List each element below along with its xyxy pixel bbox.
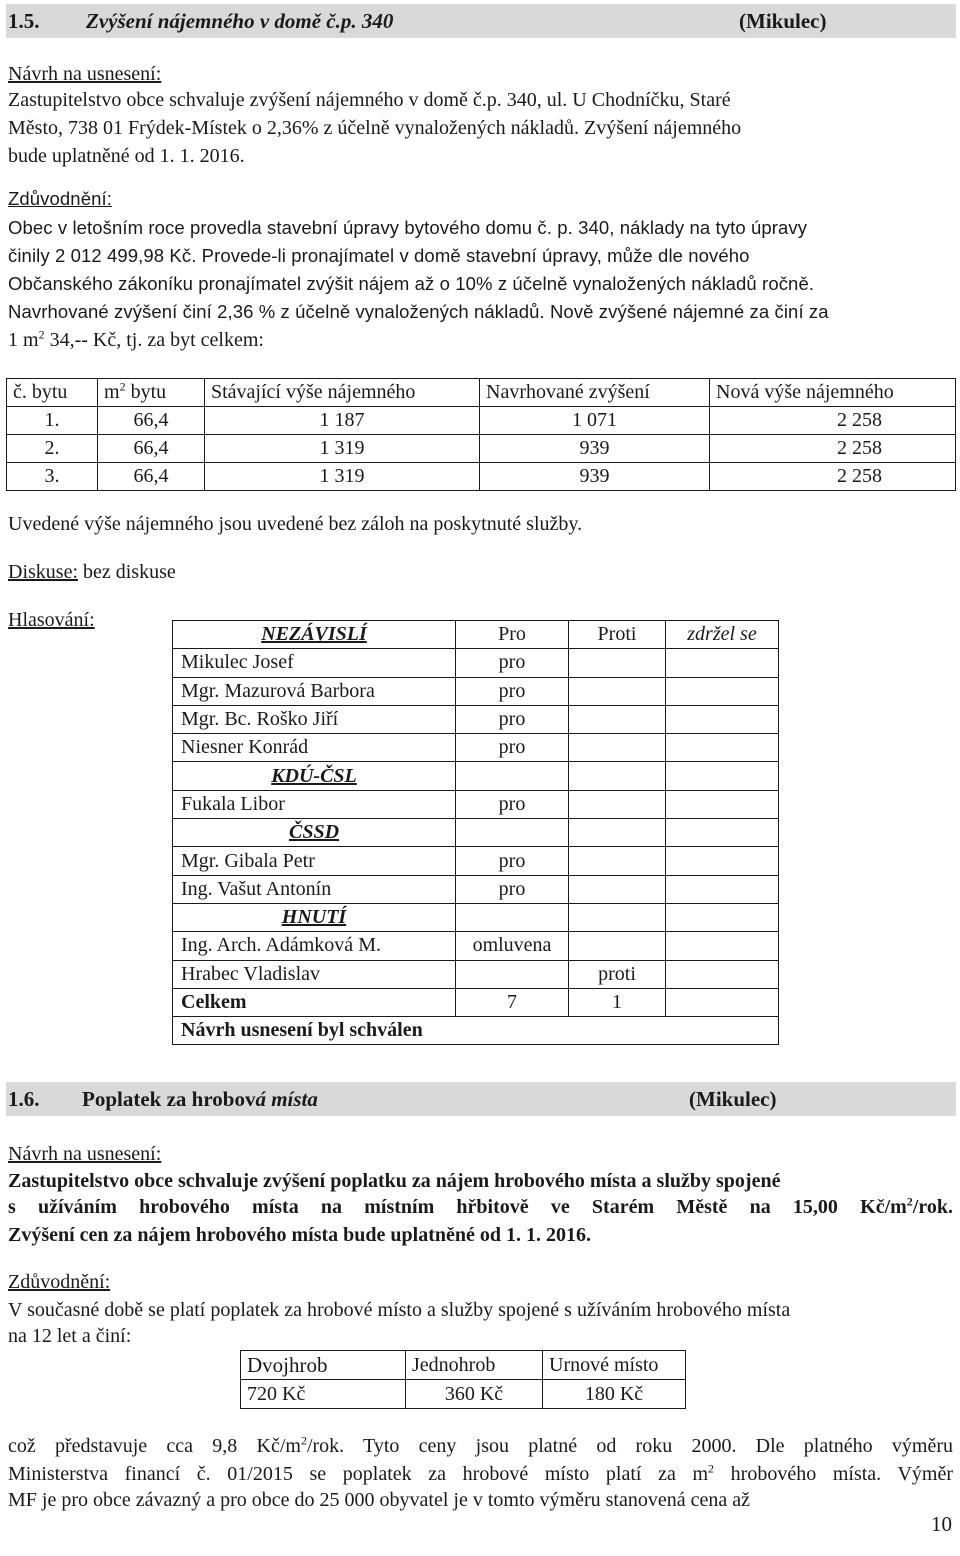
vote-pro — [456, 960, 569, 988]
table-header-cell: Jednohrob — [406, 1351, 543, 1380]
table-header-cell: Stávající výše nájemného — [205, 379, 480, 407]
vote-zdrzel — [666, 932, 779, 960]
vote-pro: pro — [456, 677, 569, 705]
vote-pro: pro — [456, 790, 569, 818]
table-cell: 180 Kč — [543, 1380, 686, 1409]
table-cell: 2 258 — [710, 407, 956, 435]
body-line: Ministerstva financí č. 01/2015 se poplatek za hrobové místo platí za $m^2$ hrobového místa. Výměr — [8, 1461, 953, 1485]
grave-fee-table — [240, 1350, 686, 1409]
vote-table — [172, 620, 779, 1045]
reason-line: Navrhované zvýšení činí 2,36 % z účelně vynaložených nákladů. Nově zvýšené nájemné za činí za — [8, 301, 829, 322]
table-header-cell: č. bytu — [7, 379, 98, 407]
discussion-value: bez diskuse — [78, 561, 176, 583]
section-heading-1-5 — [6, 4, 956, 38]
reason-label: Zdůvodnění: — [8, 188, 112, 209]
vote-group-name: NEZÁVISLÍ — [173, 621, 456, 649]
vote-proti: proti — [569, 960, 666, 988]
vote-pro: pro — [456, 734, 569, 762]
table-header-cell: $m^2$ bytu — [98, 379, 205, 407]
table-cell: 1 071 — [480, 407, 710, 435]
vote-member-name: Hrabec Vladislav — [173, 960, 456, 988]
vote-zdrzel — [666, 677, 779, 705]
vote-proti: 1 — [569, 988, 666, 1016]
vote-row — [173, 734, 779, 762]
section-presenter: (Mikulec) — [689, 1087, 777, 1111]
vote-cell — [666, 819, 779, 847]
table-cell: 2. — [7, 435, 98, 463]
vote-proti — [569, 649, 666, 677]
vote-cell — [666, 1017, 779, 1045]
vote-header-row — [173, 621, 779, 649]
vote-group-row — [173, 762, 779, 790]
vote-proti — [569, 790, 666, 818]
table-cell: 66,4 — [98, 407, 205, 435]
table-cell: 66,4 — [98, 435, 205, 463]
vote-pro: 7 — [456, 988, 569, 1016]
vote-group-name: KDÚ-ČSL — [173, 762, 456, 790]
vote-group-name: ČSSD — [173, 819, 456, 847]
reason-label: Zdůvodnění: — [8, 1271, 111, 1293]
vote-cell — [569, 1017, 666, 1045]
vote-member-name: Ing. Vašut Antonín — [173, 875, 456, 903]
vote-group-row — [173, 903, 779, 931]
reason-line: 1 $m^2$ 34,-- Kč, tj. za byt celkem: — [8, 327, 264, 351]
vote-pro: pro — [456, 847, 569, 875]
table-cell: 2 258 — [710, 435, 956, 463]
table-header-row — [241, 1351, 686, 1380]
body-line: což představuje cca 9,8 $Kč/m^2$/rok. Tyto ceny jsou platné od roku 2000. Dle platného výměru — [8, 1433, 953, 1457]
note-text: Uvedené výše nájemného jsou uvedené bez záloh na poskytnuté služby. — [8, 513, 583, 535]
vote-cell — [569, 819, 666, 847]
vote-member-name: Niesner Konrád — [173, 734, 456, 762]
vote-pro: omluvena — [456, 932, 569, 960]
vote-proti — [569, 705, 666, 733]
proposal-label: Návrh na usnesení: — [8, 63, 162, 85]
table-header-cell: Dvojhrob — [241, 1351, 406, 1380]
section-title: Poplatek za hrobová místa — [82, 1087, 318, 1111]
table-cell: 360 Kč — [406, 1380, 543, 1409]
vote-row — [173, 932, 779, 960]
section-presenter: (Mikulec) — [739, 9, 827, 33]
vote-cell — [666, 762, 779, 790]
proposal-line: Zvýšení cen za nájem hrobového místa bude uplatněné od 1. 1. 2016. — [8, 1224, 592, 1246]
vote-member-name: Celkem — [173, 988, 456, 1016]
table-header-row — [7, 379, 956, 407]
vote-pro: pro — [456, 705, 569, 733]
vote-member-name: Ing. Arch. Adámková M. — [173, 932, 456, 960]
vote-zdrzel — [666, 960, 779, 988]
proposal-line: s užíváním hrobového místa na místním hřbitově ve Starém Městě na 15,00 $Kč/m^2$/rok. — [8, 1194, 953, 1218]
vote-cell — [569, 762, 666, 790]
vote-header-cell: Pro — [456, 621, 569, 649]
table-header-cell: Urnové místo — [543, 1351, 686, 1380]
vote-pro: pro — [456, 875, 569, 903]
vote-proti — [569, 847, 666, 875]
table-cell: 3. — [7, 463, 98, 491]
vote-total-row — [173, 988, 779, 1016]
table-cell: 1. — [7, 407, 98, 435]
vote-zdrzel — [666, 705, 779, 733]
reason-line: Občanského zákoníku pronajímatel zvýšit nájem až o 10% z účelně vynaložených nákladů ročně. — [8, 273, 815, 294]
vote-group-name: HNUTÍ — [173, 903, 456, 931]
vote-proti — [569, 677, 666, 705]
vote-cell — [456, 1017, 569, 1045]
vote-cell — [456, 819, 569, 847]
vote-zdrzel — [666, 649, 779, 677]
table-cell: 2 258 — [710, 463, 956, 491]
rent-table — [6, 378, 956, 491]
discussion-line — [8, 558, 176, 586]
table-row — [7, 435, 956, 463]
reason-line: na 12 let a činí: — [8, 1325, 132, 1347]
vote-header-cell: Proti — [569, 621, 666, 649]
vote-zdrzel — [666, 847, 779, 875]
vote-cell — [569, 903, 666, 931]
page-number: 10 — [931, 1512, 952, 1536]
table-row — [7, 463, 956, 491]
proposal-line: Město, 738 01 Frýdek-Místek o 2,36% z účelně vynaložených nákladů. Zvýšení nájemného — [8, 117, 742, 139]
section-title: Zvýšení nájemného v domě č.p. 340 — [86, 9, 394, 33]
vote-label: Hlasování: — [8, 609, 95, 631]
vote-member-name: Mgr. Bc. Roško Jiří — [173, 705, 456, 733]
vote-row — [173, 960, 779, 988]
vote-cell — [666, 903, 779, 931]
vote-zdrzel — [666, 875, 779, 903]
vote-pro: pro — [456, 649, 569, 677]
vote-row — [173, 847, 779, 875]
vote-row — [173, 649, 779, 677]
table-header-cell: Nová výše nájemného — [710, 379, 956, 407]
vote-row — [173, 790, 779, 818]
vote-cell — [456, 903, 569, 931]
proposal-line: Zastupitelstvo obce schvaluje zvýšení poplatku za nájem hrobového místa a služby spojené — [8, 1170, 781, 1192]
table-cell: 720 Kč — [241, 1380, 406, 1409]
table-cell: 1 187 — [205, 407, 480, 435]
section-number: 1.5. — [8, 9, 40, 33]
vote-member-name: Mikulec Josef — [173, 649, 456, 677]
reason-line: V současné době se platí poplatek za hrobové místo a služby spojené s užíváním hrobového místa — [8, 1299, 791, 1321]
proposal-line: bude uplatněné od 1. 1. 2016. — [8, 145, 245, 167]
body-line: MF je pro obce závazný a pro obce do 25 000 obyvatel je v tomto výměru stanovená cena až — [8, 1489, 750, 1511]
table-cell: 66,4 — [98, 463, 205, 491]
table-row — [7, 407, 956, 435]
section-number: 1.6. — [8, 1087, 40, 1111]
discussion-label: Diskuse: — [8, 561, 78, 583]
proposal-line: Zastupitelstvo obce schvaluje zvýšení nájemného v domě č.p. 340, ul. U Chodníčku, Staré — [8, 89, 731, 111]
vote-row — [173, 677, 779, 705]
vote-result: Návrh usnesení byl schválen — [173, 1017, 456, 1045]
section-heading-1-6 — [6, 1082, 956, 1116]
vote-proti — [569, 932, 666, 960]
vote-row — [173, 705, 779, 733]
table-row — [241, 1380, 686, 1409]
vote-member-name: Fukala Libor — [173, 790, 456, 818]
reason-line: Obec v letošním roce provedla stavební úpravy bytového domu č. p. 340, náklady na tyto úpravy — [8, 217, 808, 238]
reason-line: činily 2 012 499,98 Kč. Provede-li pronajímatel v domě stavební úpravy, může dle nového — [8, 245, 750, 266]
table-cell: 1 319 — [205, 463, 480, 491]
vote-member-name: Mgr. Gibala Petr — [173, 847, 456, 875]
table-cell: 939 — [480, 463, 710, 491]
vote-result-row — [173, 1017, 779, 1045]
vote-zdrzel — [666, 734, 779, 762]
vote-zdrzel — [666, 988, 779, 1016]
table-cell: 939 — [480, 435, 710, 463]
vote-proti — [569, 875, 666, 903]
vote-cell — [456, 762, 569, 790]
vote-group-row — [173, 819, 779, 847]
vote-proti — [569, 734, 666, 762]
table-header-cell: Navrhované zvýšení — [480, 379, 710, 407]
vote-row — [173, 875, 779, 903]
vote-zdrzel — [666, 790, 779, 818]
proposal-label: Návrh na usnesení: — [8, 1143, 162, 1165]
table-cell: 1 319 — [205, 435, 480, 463]
vote-header-cell: zdržel se — [666, 621, 779, 649]
vote-member-name: Mgr. Mazurová Barbora — [173, 677, 456, 705]
